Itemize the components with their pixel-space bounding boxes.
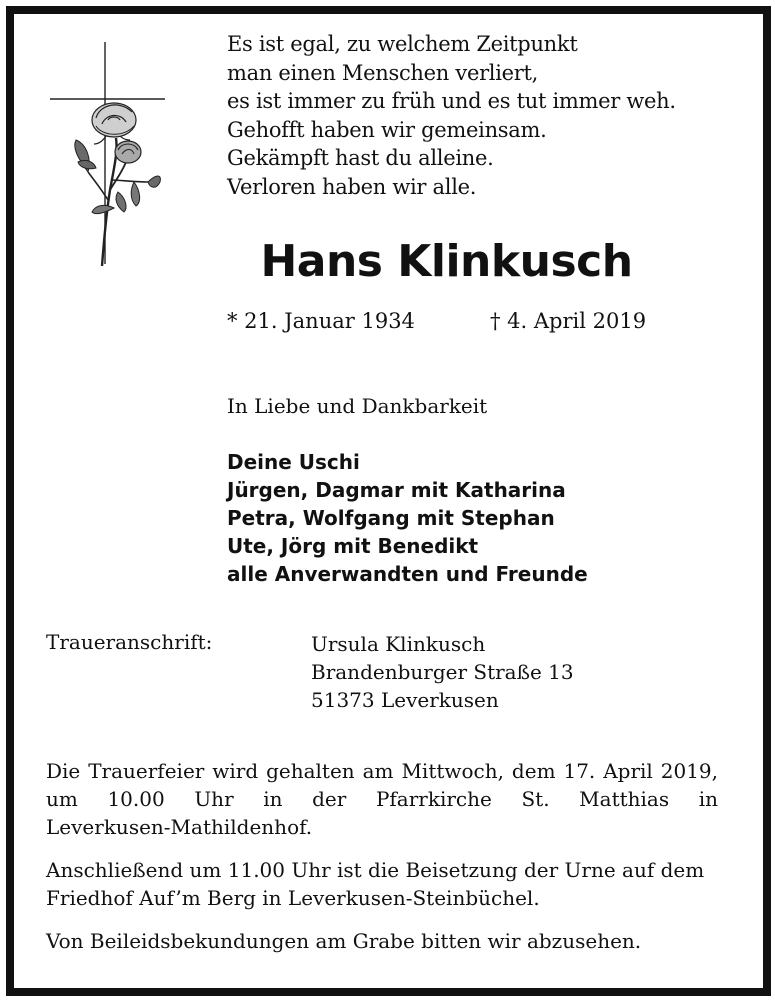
family-list xyxy=(227,448,588,588)
funeral-paragraph xyxy=(46,757,718,841)
address-line: 51373 Leverkusen xyxy=(311,688,499,712)
funeral-line: Die Trauerfeier wird gehalten am Mittwoch, dem 17. April 2019, xyxy=(46,759,718,783)
address-label: Traueranschrift: xyxy=(46,630,213,654)
funeral-line: Leverkusen-Mathildenhof. xyxy=(46,815,313,839)
poem-line: man einen Menschen verliert, xyxy=(227,60,539,85)
condolences-paragraph: Von Beileidsbekundungen am Grabe bitten wir abzusehen. xyxy=(46,929,642,953)
mourning-address xyxy=(311,630,574,714)
family-member: alle Anverwandten und Freunde xyxy=(227,562,588,586)
death-date: † 4. April 2019 xyxy=(490,309,647,333)
family-member: Deine Uschi xyxy=(227,450,360,474)
address-line: Ursula Klinkusch xyxy=(311,632,486,656)
poem-line: Verloren haben wir alle. xyxy=(227,174,477,199)
poem-line: Es ist egal, zu welchem Zeitpunkt xyxy=(227,32,578,56)
family-member: Jürgen, Dagmar mit Katharina xyxy=(227,478,566,502)
poem-line: es ist immer zu früh und es tut immer weh. xyxy=(227,89,676,113)
poem-line: Gehofft haben wir gemeinsam. xyxy=(227,117,547,142)
thanks-line: In Liebe und Dankbarkeit xyxy=(227,394,488,418)
burial-paragraph: Anschließend um 11.00 Uhr ist die Beisetzung der Urne auf dem Friedhof Auf’m Berg in Leverkusen-Steinbüchel. xyxy=(46,858,705,910)
address-line: Brandenburger Straße 13 xyxy=(311,660,574,684)
funeral-line: um 10.00 Uhr in der Pfarrkirche St. Matthias in xyxy=(46,787,718,811)
birth-date: * 21. Januar 1934 xyxy=(227,309,415,333)
deceased-name: Hans Klinkusch xyxy=(260,236,633,287)
poem-line: Gekämpft hast du alleine. xyxy=(227,146,494,170)
family-member: Ute, Jörg mit Benedikt xyxy=(227,534,479,558)
family-member: Petra, Wolfgang mit Stephan xyxy=(227,506,555,530)
poem xyxy=(227,30,676,201)
